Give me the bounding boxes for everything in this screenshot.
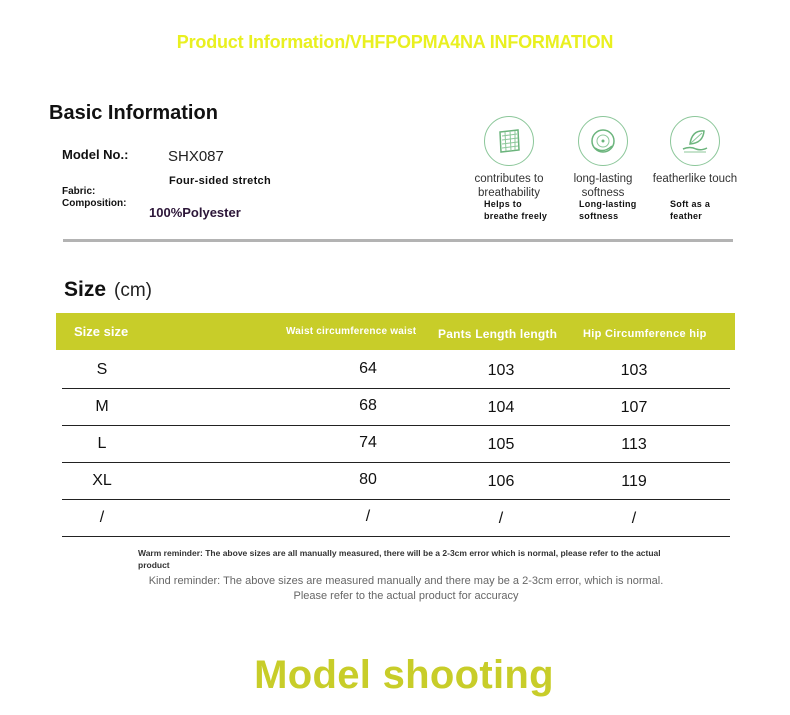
- cell-length: /: [498, 510, 504, 527]
- cell-waist: /: [365, 508, 371, 525]
- table-row: [62, 500, 730, 537]
- feature-touch: [647, 116, 743, 221]
- feature-breathability: [461, 116, 557, 221]
- softness-icon: [578, 116, 628, 166]
- cell-hip: 103: [620, 362, 648, 379]
- cell-size: /: [99, 509, 105, 526]
- cell-waist: 74: [359, 434, 377, 451]
- header-length: Pants Length length: [438, 327, 558, 341]
- kind-reminder-line1: Kind reminder: The above sizes are measured manually and there may be a 2-3cm error, which is normal.: [148, 575, 664, 587]
- cell-length: 104: [487, 399, 515, 416]
- section-divider: [63, 239, 733, 242]
- table-row: [62, 389, 730, 426]
- warm-reminder: Warm reminder: The above sizes are all manually measured, there will be a 2-3cm error which is normal, please refer to the actual product: [138, 548, 661, 570]
- feature-softness: [555, 116, 651, 221]
- page-title: Product Information/VHFPOPMA4NA INFORMATION: [176, 32, 614, 52]
- cell-hip: 113: [621, 436, 647, 453]
- cell-length: 103: [487, 362, 515, 379]
- cell-waist: 68: [359, 397, 377, 414]
- composition-value: 100%Polyester: [149, 205, 241, 220]
- size-title-text: Size: [64, 278, 107, 301]
- header-size: Size size: [74, 324, 129, 339]
- cell-hip: /: [631, 510, 637, 527]
- table-row: [62, 463, 730, 500]
- fabric-value: Four-sided stretch: [169, 175, 271, 187]
- feature-title: long-lasting softness: [573, 173, 633, 199]
- cell-length: 105: [487, 436, 515, 453]
- cell-size: XL: [92, 472, 112, 489]
- header-waist: Waist circumference waist: [286, 326, 417, 337]
- composition-label: Composition:: [62, 198, 127, 209]
- cell-size: S: [96, 361, 108, 378]
- feather-hand-icon: [670, 116, 720, 166]
- cell-size: L: [97, 435, 107, 452]
- kind-reminder: [0, 574, 790, 604]
- table-row: [62, 352, 730, 389]
- feature-desc: Helps to breathe freely: [484, 199, 548, 221]
- cell-hip: 119: [621, 473, 647, 490]
- cell-waist: 80: [359, 471, 377, 488]
- kind-reminder-line2: Please refer to the actual product for accuracy: [293, 590, 519, 602]
- feature-desc: Soft as a feather: [670, 199, 711, 221]
- model-value: SHX087: [168, 148, 224, 165]
- size-title: [64, 278, 152, 302]
- basic-info-title: Basic Information: [49, 102, 218, 124]
- fabric-label: Fabric:: [62, 186, 96, 197]
- model-shooting-title: Model shooting: [254, 653, 554, 697]
- cell-hip: 107: [620, 399, 648, 416]
- table-row: [62, 426, 730, 463]
- size-unit: (cm): [114, 280, 153, 301]
- cell-waist: 64: [359, 360, 377, 377]
- cell-size: M: [95, 398, 109, 415]
- feature-desc: Long-lasting softness: [579, 199, 637, 221]
- feature-title: contributes to breathability: [474, 173, 544, 199]
- breathable-fabric-icon: [484, 116, 534, 166]
- cell-length: 106: [487, 473, 515, 490]
- model-label: Model No.:: [62, 147, 129, 162]
- header-hip: Hip Circumference hip: [583, 328, 707, 340]
- feature-title: featherlike touch: [652, 173, 738, 185]
